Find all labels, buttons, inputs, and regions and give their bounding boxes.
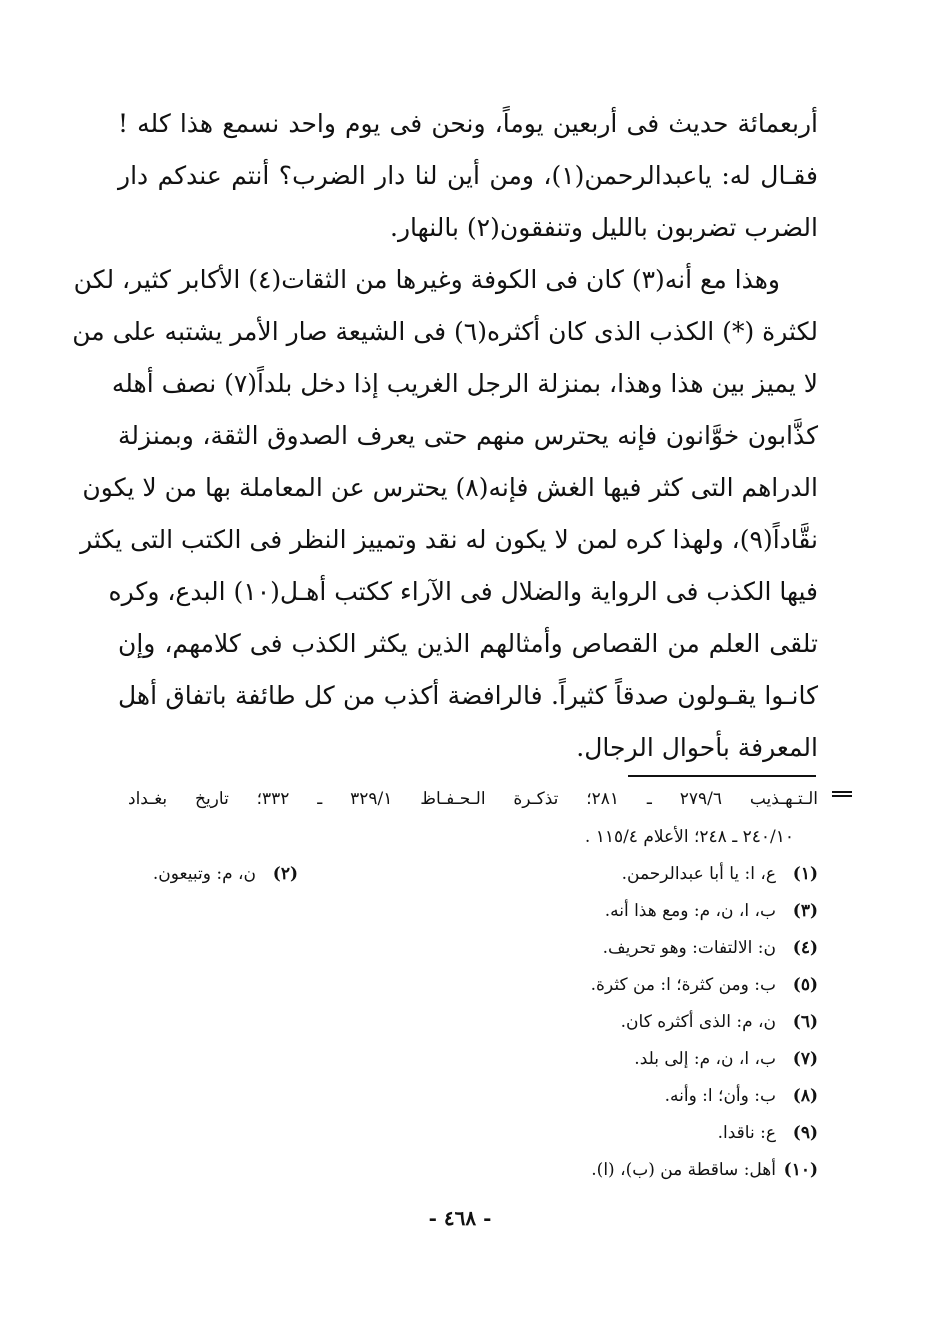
footnote-number: (٢)	[272, 864, 298, 884]
footnote-row	[128, 1152, 818, 1189]
footnote-row	[128, 1078, 818, 1115]
footnote-number: (١٠)	[783, 1160, 818, 1180]
footnote-text: ن، م: الذى أكثره كان.	[620, 1012, 776, 1032]
footnote-text: ن، م: وتبيعون.	[152, 864, 256, 884]
text-line: لا يميز بين هذا وهذا، بمنزلة الرجل الغريب إذا دخل بلداً(٧) نصف أهله	[111, 369, 818, 398]
footnote-row	[128, 967, 818, 1004]
footnote-number: (٥)	[792, 975, 818, 995]
page-number: - ٤٦٨ -	[428, 1206, 492, 1230]
continued-note-line: الـتـهـذيب ٢٧٩/٦ ـ ٢٨١؛ تذكـرة الـحـفـاظ ٣٢٩/١ ـ ٣٣٢؛ تاريخ بغـداد	[128, 789, 818, 809]
footnote-text: ن: الالتفات: وهو تحريف.	[602, 938, 776, 958]
footnote-row	[128, 856, 818, 893]
text-line: فيها الكذب فى الرواية والضلال فى الآراء ككتب أهـل(١٠) البدع، وكره	[108, 577, 818, 606]
footnote-number: (٦)	[792, 1012, 818, 1032]
text-line: أربعمائة حديث فى أربعين يوماً، ونحن فى يوم واحد نسمع هذا كله !	[118, 109, 818, 138]
footnote-row	[128, 1004, 818, 1041]
footnote-separator	[628, 775, 816, 777]
footnote-text: ع: ناقدا.	[717, 1123, 776, 1143]
footnote-number: (٩)	[792, 1123, 818, 1143]
footnote-number: (٤)	[792, 938, 818, 958]
text-line: الدراهم التى كثر فيها الغش فإنه(٨) يحترس عن المعاملة بها من لا يكون	[82, 473, 818, 502]
footnote-text: ب، ا، ن، م: إلى بلد.	[634, 1049, 776, 1069]
footnote-number: (٣)	[792, 901, 818, 921]
footnote-item	[298, 856, 818, 893]
text-line: فقـال له: ياعبدالرحمن(١)، ومن أين لنا دار الضرب؟ أنتم عندكم دار	[118, 161, 818, 190]
footnote-text: ع، ا: يا أبا عبدالرحمن.	[621, 864, 776, 884]
text-line: وهذا مع أنه(٣) كان فى الكوفة وغيرها من الثقات(٤) الأكابر كثير، لكن	[73, 265, 780, 294]
continued-note-line: ٢٤٠/١٠ ـ ٢٤٨؛ الأعلام ١١٥/٤ .	[584, 827, 794, 847]
footnote-row	[128, 1041, 818, 1078]
footnote-row	[128, 1115, 818, 1152]
text-line: كذَّابون خوَّانون فإنه يحترس منهم حتى يعرف الصدوق الثقة، وبمنزلة	[118, 421, 818, 450]
text-line: كانـوا يقـولون صدقاً كثيراً. فالرافضة أكذب من كل طائفة باتفاق أهل	[118, 681, 818, 710]
text-line: تلقى العلم من القصاص وأمثالهم الذين يكثر الكذب فى كلامهم، وإن	[118, 629, 818, 658]
footnote-number: (٧)	[792, 1049, 818, 1069]
footnote-text: ب: وأن؛ ا: وأنه.	[664, 1086, 776, 1106]
footnote-row	[128, 893, 818, 930]
text-line: نقَّاداً(٩)، ولهذا كره لمن لا يكون له نقد وتمييز النظر فى الكتب التى يكثر	[80, 525, 818, 554]
footnotes	[128, 780, 818, 1189]
text-line: لكثرة (*) الكذب الذى كان أكثره(٦) فى الشيعة صار الأمر يشتبه على من	[72, 317, 818, 346]
footnote-text: أهل: ساقطة من (ب)، (ا).	[591, 1160, 776, 1180]
footnote-row	[128, 930, 818, 967]
footnote-item	[128, 856, 298, 893]
footnote-text: ب: ومن كثرة؛ ا: من كثرة.	[590, 975, 776, 995]
footnote-number: (٨)	[792, 1086, 818, 1106]
footnote-text: ب، ا، ن، م: ومع هذا أنه.	[604, 901, 776, 921]
main-text	[72, 98, 818, 774]
text-line: الضرب تضربون بالليل وتنفقون(٢) بالنهار.	[390, 213, 818, 242]
margin-mark	[832, 791, 852, 793]
text-line: المعرفة بأحوال الرجال.	[576, 733, 818, 762]
footnote-number: (١)	[792, 864, 818, 884]
